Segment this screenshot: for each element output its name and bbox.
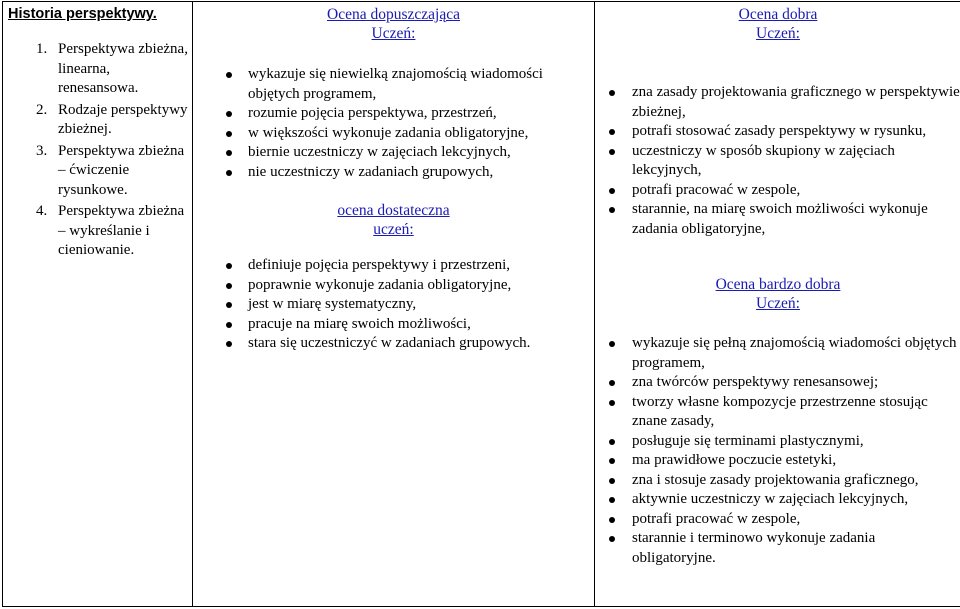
grade-dobra-list [595,83,960,239]
grade-dopuszczajaca-title: Ocena dopuszczająca [327,6,460,23]
grade-dopuszczajaca-subtitle: Uczeń: [371,25,416,42]
list-item: starannie, na miarę swoich możliwości wykonuje zadania obligatoryjne, [595,200,960,239]
list-item [3,101,192,140]
list-item-text: Perspektywa zbieżna – ćwiczenie rysunkowe. [58,142,185,198]
list-item: zna i stosuje zasady projektowania graficznego, [595,471,960,491]
grade-bardzo-dobra-list [595,334,960,568]
list-item [3,202,192,261]
list-item-text: Rodzaje perspektywy zbieżnej. [58,101,188,137]
topics-cell [3,2,193,607]
table-row [3,2,960,607]
list-item [3,40,192,99]
curriculum-table [2,1,960,607]
list-item: starannie i terminowo wykonuje zadania obligatoryjne. [595,529,960,568]
grade-dopuszczajaca-list [193,65,594,182]
list-item: rozumie pojęcia perspektywa, przestrzeń, [193,104,594,124]
grade-dostateczna-title: ocena dostateczna [337,202,450,219]
list-item-number: 4. [36,203,48,219]
list-item: potrafi pracować w zespole, [595,510,960,530]
list-item: tworzy własne kompozycje przestrzenne stosując znane zasady, [595,393,960,432]
list-item [3,142,192,201]
grades-high-cell [595,2,960,607]
list-item: wykazuje się pełną znajomością wiadomości objętych programem, [595,334,960,373]
grade-bardzo-dobra-title: Ocena bardzo dobra [715,276,841,293]
list-item: poprawnie wykonuje zadania obligatoryjne, [193,276,594,296]
list-item: potrafi stosować zasady perspektywy w rysunku, [595,122,960,142]
list-item-text: Perspektywa zbieżna, linearna, renesansowa. [58,41,188,96]
list-item: wykazuje się niewielką znajomością wiadomości objętych programem, [193,65,594,104]
grade-bardzo-dobra-subtitle: Uczeń: [756,295,800,312]
list-item: zna zasady projektowania graficznego w perspektywie zbieżnej, [595,83,960,122]
topics-title: Historia perspektywy. [8,6,157,22]
list-item: w większości wykonuje zadania obligatoryjne, [193,124,594,144]
grades-low-cell [193,2,595,607]
list-item: biernie uczestniczy w zajęciach lekcyjnych, [193,143,594,163]
list-item-number: 1. [36,41,48,57]
grade-dostateczna-list [193,256,594,354]
list-item: nie uczestniczy w zadaniach grupowych, [193,163,594,183]
grade-dobra-title: Ocena dobra [738,6,818,23]
list-item: pracuje na miarę swoich możliwości, [193,315,594,335]
list-item-number: 2. [36,101,48,118]
list-item: aktywnie uczestniczy w zajęciach lekcyjnych, [595,490,960,510]
grade-dobra-subtitle: Uczeń: [756,25,800,42]
list-item: zna twórców perspektywy renesansowej; [595,373,960,393]
list-item: uczestniczy w sposób skupiony w zajęciach lekcyjnych, [595,142,960,181]
list-item-number: 3. [36,142,48,159]
list-item: potrafi pracować w zespole, [595,181,960,201]
list-item-text: Perspektywa zbieżna – wykreślanie i cieniowanie. [58,203,185,258]
list-item: definiuje pojęcia perspektywy i przestrzeni, [193,256,594,276]
list-item: ma prawidłowe poczucie estetyki, [595,451,960,471]
list-item: stara się uczestniczyć w zadaniach grupowych. [193,334,594,354]
topics-list [3,40,192,261]
grade-dostateczna-subtitle: uczeń: [373,221,414,238]
list-item: posługuje się terminami plastycznymi, [595,432,960,452]
list-item: jest w miarę systematyczny, [193,295,594,315]
